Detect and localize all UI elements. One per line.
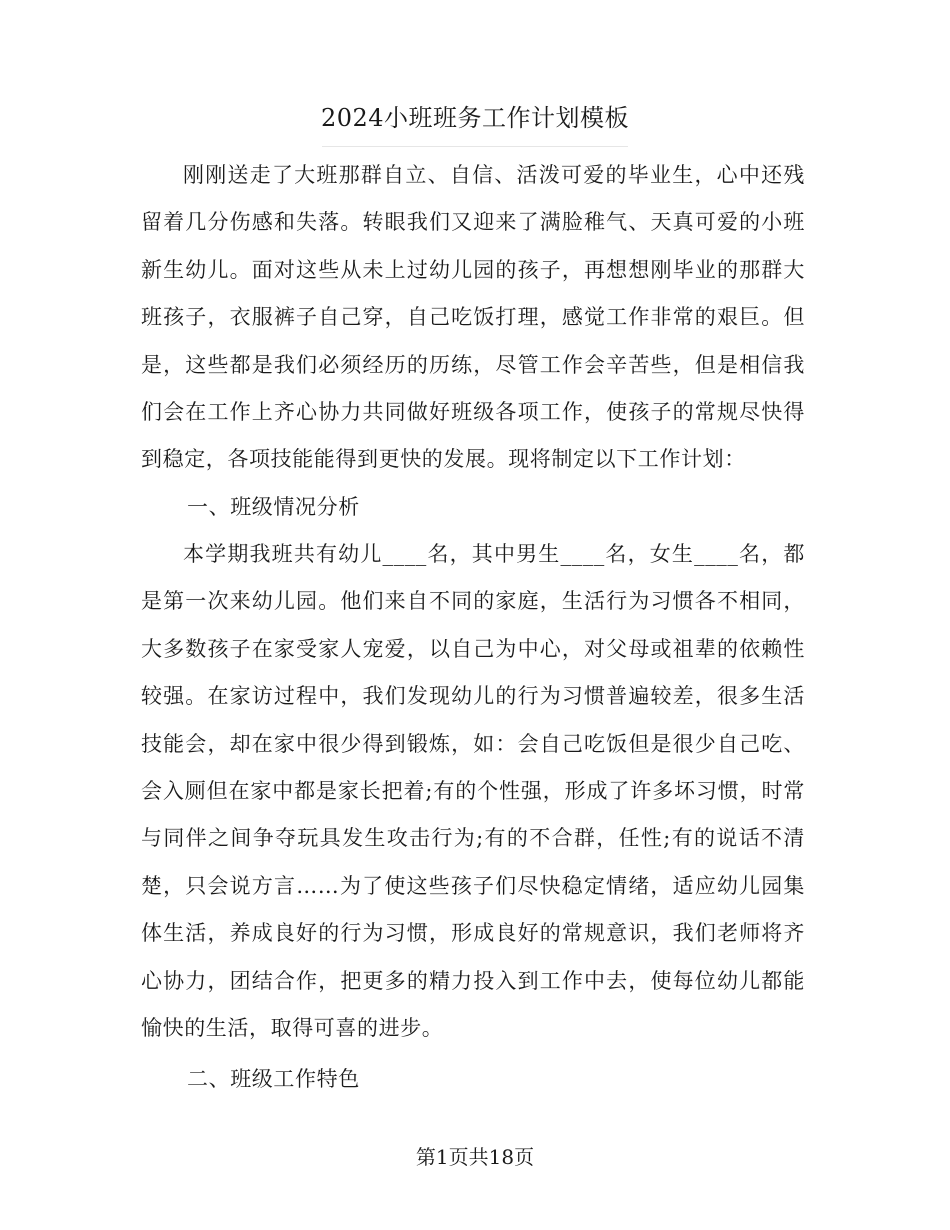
section-heading-work-features: 二、班级工作特色 — [187, 1067, 360, 1091]
document-title: 2024小班班务工作计划模板 — [320, 104, 630, 132]
title-underline — [322, 146, 628, 147]
class-analysis-paragraph: 本学期我班共有幼儿____名，其中男生____名，女生____名，都是第一次来幼儿园。他们来自不同的家庭，生活行为习惯各不相同，大多数孩子在家受家人宠爱，以自己为中心，对父母或祖辈的依赖性较强。在家访过程中，我们发现幼儿的行为习惯普遍较差，很多生活技能会，却在家中很少得到锻炼，如：会自己吃饭但是很少自己吃、会入厕但在家中都是家长把着;有的个性强，形成了许多坏习惯，时常与同伴之间争夺玩具发生攻击行为;有的不合群，任性;有的说话不清楚，只会说方言……为了使这些孩子们尽快稳定情绪，适应幼儿园集体生活，养成良好的行为习惯，形成良好的常规意识，我们老师将齐心协力，团结合作，把更多的精力投入到工作中去，使每位幼儿都能愉快的生活，取得可喜的进步。 — [141, 542, 805, 1041]
intro-paragraph: 刚刚送走了大班那群自立、自信、活泼可爱的毕业生，心中还残留着几分伤感和失落。转眼我们又迎来了满脸稚气、天真可爱的小班新生幼儿。面对这些从未上过幼儿园的孩子，再想想刚毕业的那群大班孩子，衣服裤子自己穿，自己吃饭打理，感觉工作非常的艰巨。但是，这些都是我们必须经历的历练，尽管工作会辛苦些，但是相信我们会在工作上齐心协力共同做好班级各项工作，使孩子的常规尽快得到稳定，各项技能能得到更快的发展。现将制定以下工作计划： — [141, 163, 805, 472]
section-heading-class-analysis: 一、班级情况分析 — [187, 495, 360, 519]
page-number-footer: 第1页共18页 — [415, 1145, 535, 1169]
